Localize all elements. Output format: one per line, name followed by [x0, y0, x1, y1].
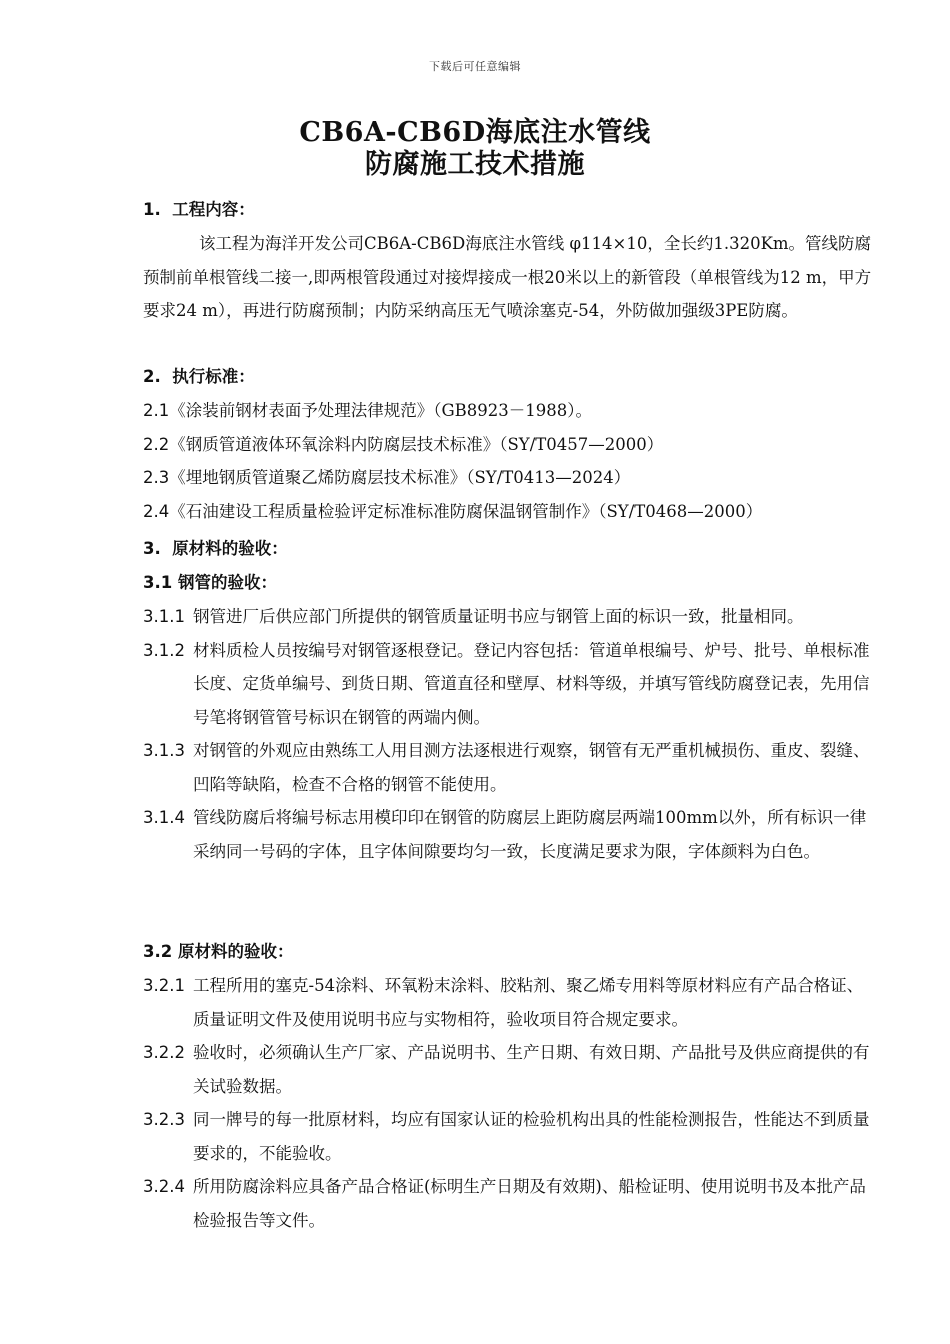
raw-material-acceptance-list	[143, 969, 873, 1237]
list-item: 3.2.4 所用防腐涂料应具备产品合格证(标明生产日期及有效期)、船检证明、使用说明书及本批产品检验报告等文件。	[143, 1177, 866, 1230]
section-3-2-heading: 3.2 原材料的验收：	[143, 942, 294, 961]
standard-item: 2.1《涂装前钢材表面予处理法律规范》（GB8923－1988）。	[143, 401, 593, 420]
list-item: 3.2.3 同一牌号的每一批原材料，均应有国家认证的检验机构出具的性能检测报告，性能达不到质量要求的，不能验收。	[143, 1110, 870, 1163]
list-item: 3.2.1 工程所用的塞克-54涂料、环氧粉末涂料、胶粘剂、聚乙烯专用料等原材料应有产品合格证、质量证明文件及使用说明书应与实物相符，验收项目符合规定要求。	[143, 976, 864, 1029]
section-3-heading: 3. 原材料的验收：	[143, 539, 288, 558]
document-title-line-2: 防腐施工技术措施	[365, 149, 585, 180]
standard-item: 2.2《钢质管道液体环氧涂料内防腐层技术标准》（SY/T0457—2000）	[143, 434, 664, 454]
section-2-heading: 2. 执行标准：	[143, 367, 255, 386]
standard-item: 2.4《石油建设工程质量检验评定标准标准防腐保温钢管制作》（SY/T0468—2000）	[143, 501, 763, 521]
standards-list	[143, 394, 873, 528]
section-3-1-heading: 3.1 钢管的验收：	[143, 573, 277, 592]
steel-pipe-acceptance-list	[143, 600, 873, 868]
document-title-line-1: CB6A-CB6D海底注水管线	[299, 117, 651, 148]
list-item: 3.1.1 钢管进厂后供应部门所提供的钢管质量证明书应与钢管上面的标识一致，批量相同。	[143, 607, 804, 626]
list-item: 3.1.2 材料质检人员按编号对钢管逐根登记。登记内容包括：管道单根编号、炉号、批号、单根标准长度、定货单编号、到货日期、管道直径和壁厚、材料等级，并填写管线防腐登记表，先用信号笔将钢管管号标识在钢管的两端内侧。	[143, 640, 870, 727]
standard-item: 2.3《埋地钢质管道聚乙烯防腐层技术标准》（SY/T0413—2024）	[143, 468, 631, 487]
list-item: 3.1.4 管线防腐后将编号标志用模印印在钢管的防腐层上距防腐层两端100mm以外，所有标识一律采纳同一号码的字体，且字体间隙要均匀一致，长度满足要求为限，字体颜料为白色。	[143, 808, 867, 861]
section-1-heading: 1. 工程内容：	[143, 200, 255, 219]
section-1-paragraph: 该工程为海洋开发公司CB6A-CB6D海底注水管线 φ114×10，全长约1.320Km。管线防腐预制前单根管线二接一,即两根管段通过对接焊接成一根20米以上的新管段（单根管线为12 m，甲方要求24 m），再进行防腐预制；内防采纳高压无气喷涂塞克-54，外防做加强级3PE防腐。	[143, 234, 872, 320]
list-item: 3.1.3 对钢管的外观应由熟练工人用目测方法逐根进行观察，钢管有无严重机械损伤、重皮、裂缝、凹陷等缺陷，检查不合格的钢管不能使用。	[143, 741, 870, 794]
list-item: 3.2.2 验收时，必须确认生产厂家、产品说明书、生产日期、有效日期、产品批号及供应商提供的有关试验数据。	[143, 1043, 870, 1096]
header-note: 下载后可任意编辑	[429, 60, 521, 73]
